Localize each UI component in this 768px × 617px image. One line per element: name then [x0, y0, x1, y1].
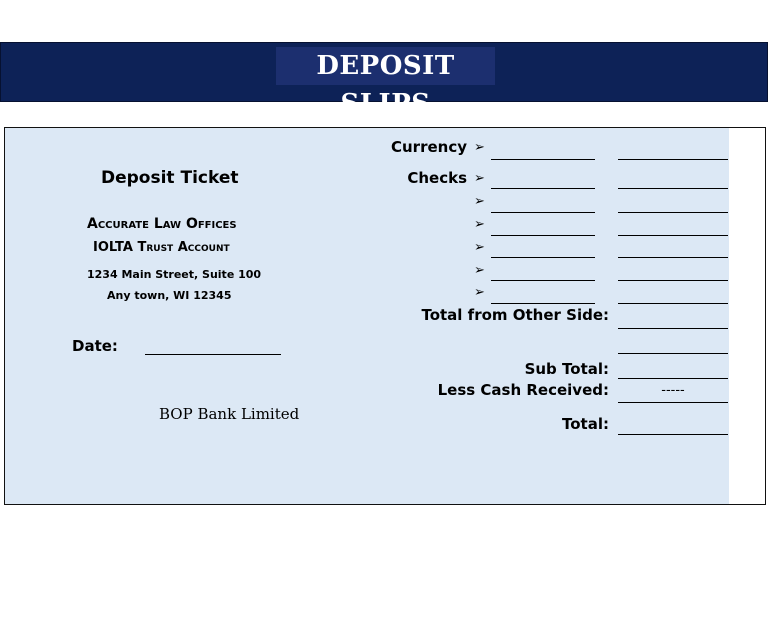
blank-field[interactable] [618, 353, 728, 354]
amount-field[interactable] [618, 257, 728, 258]
total-other-side-field[interactable] [618, 328, 728, 329]
total-label: Total: [562, 415, 609, 433]
street-address: 1234 Main Street, Suite 100 [87, 268, 262, 281]
date-label: Date: [72, 337, 118, 355]
arrow-icon: ➢ [474, 285, 485, 300]
check-number-field[interactable] [491, 303, 595, 304]
arrow-icon: ➢ [474, 217, 485, 232]
date-field[interactable] [145, 354, 281, 355]
arrow-icon: ➢ [474, 240, 485, 255]
amount-field[interactable] [618, 212, 728, 213]
amount-field[interactable] [618, 303, 728, 304]
office-name: Accurate Law Offices [87, 216, 237, 232]
sub-total-field[interactable] [618, 378, 728, 379]
checks-label: Checks [407, 169, 467, 187]
page-title: DEPOSIT SLIPS [276, 47, 495, 85]
sub-total-label: Sub Total: [524, 360, 609, 378]
ticket-heading: Deposit Ticket [101, 168, 239, 188]
arrow-icon: ➢ [474, 194, 485, 209]
account-name: IOLTA Trust Account [93, 240, 230, 255]
city-address: Any town, WI 12345 [107, 289, 232, 302]
arrow-icon: ➢ [474, 263, 485, 278]
total-other-side-label: Total from Other Side: [421, 306, 609, 324]
arrow-icon: ➢ [474, 171, 485, 186]
amount-field[interactable] [618, 188, 728, 189]
less-cash-field[interactable] [618, 402, 728, 403]
total-field[interactable] [618, 434, 728, 435]
amount-field[interactable] [618, 280, 728, 281]
check-number-field[interactable] [491, 235, 595, 236]
less-cash-label: Less Cash Received: [437, 381, 609, 399]
check-number-field[interactable] [491, 159, 595, 160]
header-banner [0, 42, 768, 119]
check-number-field[interactable] [491, 280, 595, 281]
amount-field[interactable] [618, 159, 728, 160]
currency-label: Currency [390, 138, 467, 156]
check-number-field[interactable] [491, 257, 595, 258]
bank-name: BOP Bank Limited [159, 405, 300, 423]
less-cash-value: ----- [661, 383, 685, 398]
check-number-field[interactable] [491, 188, 595, 189]
amount-field[interactable] [618, 235, 728, 236]
deposit-slip [4, 127, 766, 505]
arrow-icon: ➢ [474, 140, 485, 155]
check-number-field[interactable] [491, 212, 595, 213]
